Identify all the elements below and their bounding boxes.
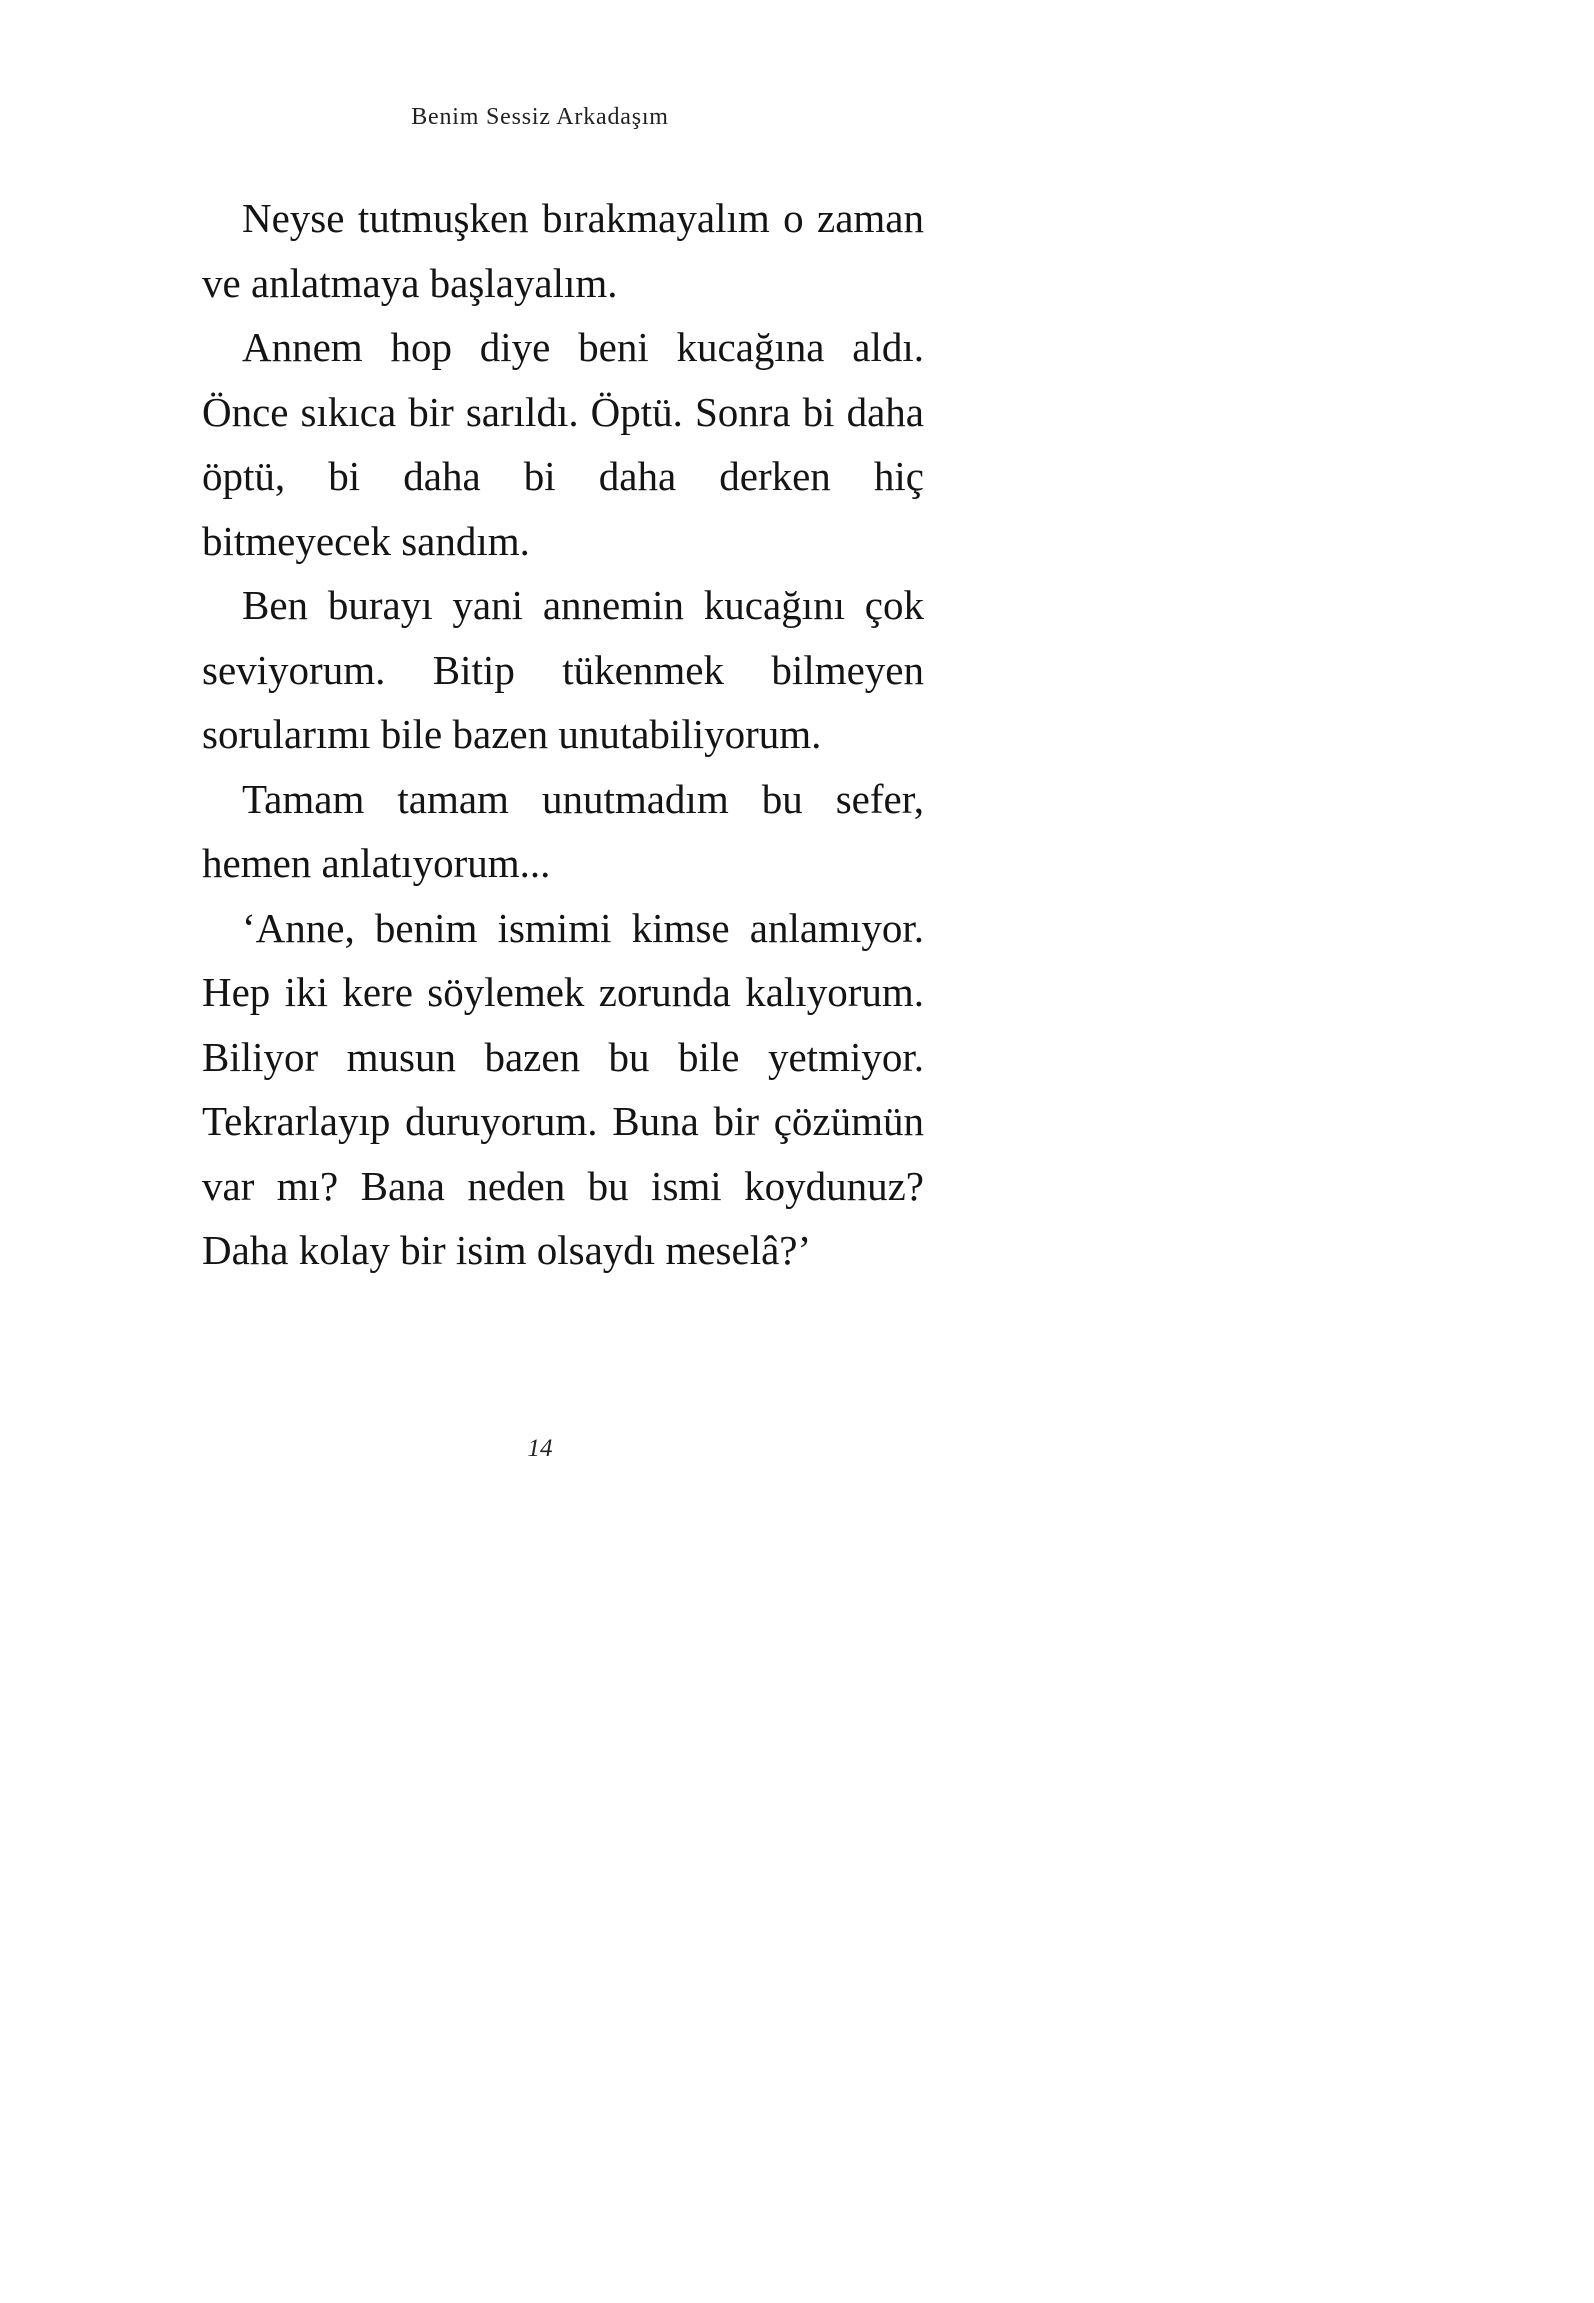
- running-header-title: Benim Sessiz Arkadaşım: [411, 104, 669, 130]
- paragraph-5: ‘Anne, benim ismimi kimse anlamıyor. Hep iki kere söylemek zorunda kalıyorum. Biliyor musun bazen bu bile yetmiyor. Tekrarlayıp duruyorum. Buna bir çözümün var mı? Bana neden bu ismi koydunuz? Daha kolay bir isim olsaydı meselâ?’: [202, 904, 924, 1273]
- page-number: 14: [527, 1435, 553, 1462]
- paragraph-4: Tamam tamam unutmadım bu sefer, hemen anlatıyorum...: [202, 775, 924, 886]
- paragraph-1: Neyse tutmuşken bırakmayalım o zaman ve anlatmaya başlayalım.: [202, 195, 924, 306]
- paragraph-3: Ben burayı yani annemin kucağını çok seviyorum. Bitip tükenmek bilmeyen sorularımı bile bazen unutabiliyorum.: [202, 582, 924, 757]
- paragraph-2: Annem hop diye beni kucağına aldı. Önce sıkıca bir sarıldı. Öptü. Sonra bi daha öptü, bi daha bi daha derken hiç bitmeyecek sandım.: [202, 324, 924, 564]
- body-text: [202, 186, 924, 1283]
- book-page: [0, 0, 1080, 1560]
